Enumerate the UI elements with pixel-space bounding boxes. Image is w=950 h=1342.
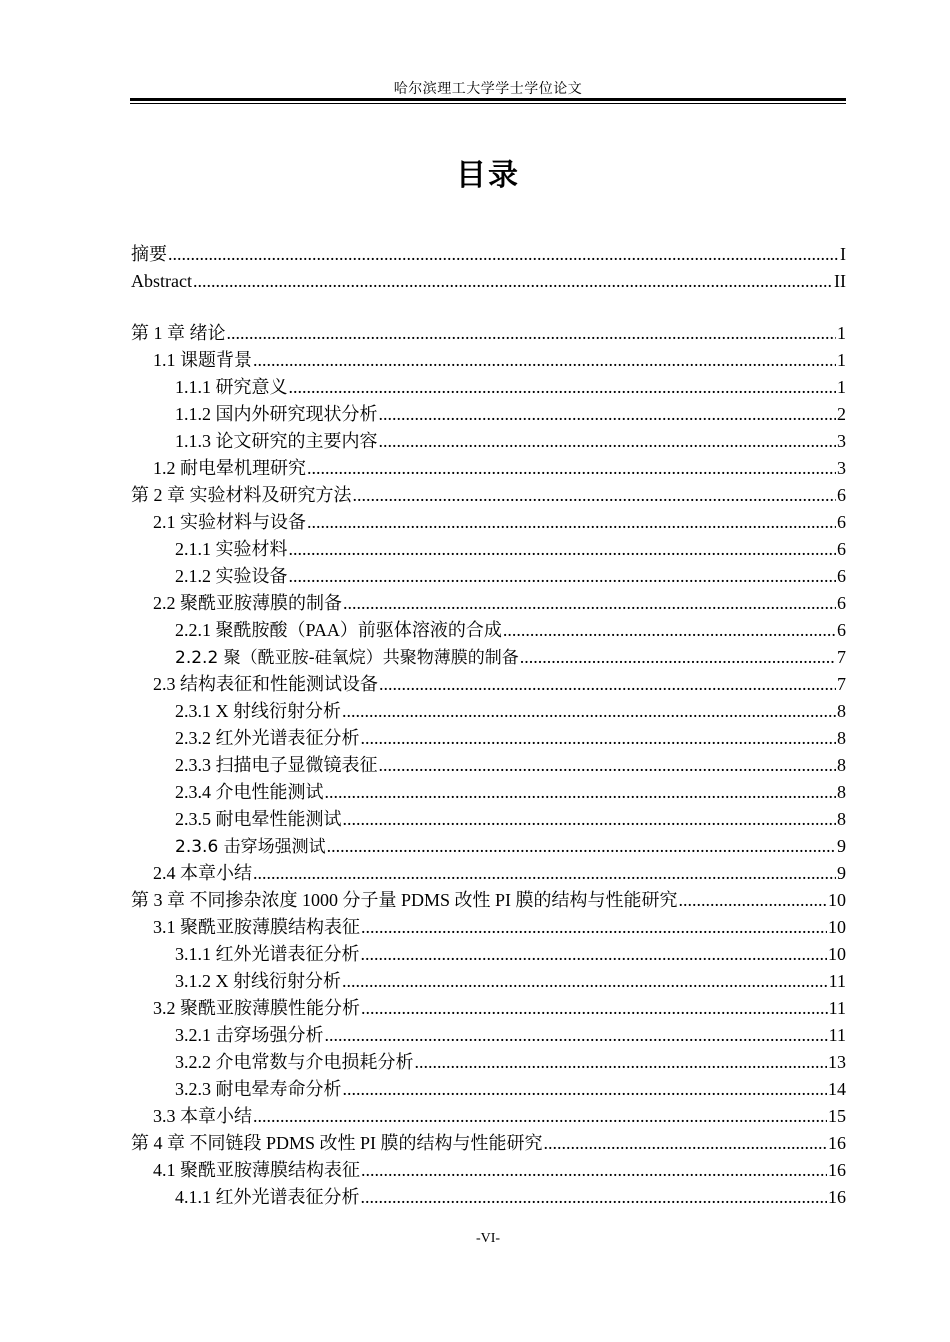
- toc-entry-page: 9: [837, 836, 846, 856]
- toc-dot-leader: [253, 860, 836, 887]
- toc-entry-page: 2: [837, 404, 846, 424]
- toc-entry[interactable]: [131, 725, 846, 752]
- toc-entry-title: 2.3 结构表征和性能测试设备: [153, 674, 378, 694]
- toc-entry[interactable]: [131, 1022, 846, 1049]
- toc-entry-page: 15: [828, 1106, 846, 1126]
- toc-entry-title: 2.1 实验材料与设备: [153, 512, 306, 532]
- toc-entry[interactable]: [131, 1103, 846, 1130]
- toc-entry-title: 第 2 章 实验材料及研究方法: [131, 485, 352, 505]
- toc-entry-title: 3.1 聚酰亚胺薄膜结构表征: [153, 917, 360, 937]
- toc-entry[interactable]: [131, 1130, 846, 1157]
- toc-entry[interactable]: [131, 617, 846, 644]
- toc-entry-page: II: [834, 271, 846, 291]
- toc-entry-page: 11: [828, 1025, 846, 1045]
- toc-entry-title: 4.1 聚酰亚胺薄膜结构表征: [153, 1160, 360, 1180]
- header-rule-thin: [130, 103, 846, 104]
- toc-dot-leader: [342, 698, 836, 725]
- toc-entry[interactable]: [131, 268, 846, 295]
- toc-entry[interactable]: [131, 374, 846, 401]
- toc-entry[interactable]: [131, 1049, 846, 1076]
- toc-entry-title: 1.1 课题背景: [153, 350, 252, 370]
- toc-entry-title: 1.1.1 研究意义: [175, 377, 288, 397]
- toc-entry-title: 2.3.5 耐电晕性能测试: [175, 809, 342, 829]
- toc-entry-title: 2.1.1 实验材料: [175, 539, 288, 559]
- toc-entry-title: 2.2.2 聚（酰亚胺-硅氧烷）共聚物薄膜的制备: [175, 648, 519, 668]
- toc-entry[interactable]: [131, 401, 846, 428]
- toc-entry[interactable]: [131, 347, 846, 374]
- toc-entry-page: 6: [837, 566, 846, 586]
- toc-entry-page: 7: [837, 647, 846, 667]
- toc-entry[interactable]: [131, 509, 846, 536]
- toc-entry[interactable]: [131, 833, 846, 860]
- toc-entry-page: I: [840, 244, 846, 264]
- toc-dot-leader: [379, 671, 836, 698]
- toc-entry-page: 6: [837, 620, 846, 640]
- toc-entry-title: 2.3.1 X 射线衍射分析: [175, 701, 341, 721]
- toc-entry[interactable]: [131, 241, 846, 268]
- toc-entry[interactable]: [131, 563, 846, 590]
- toc-dot-leader: [307, 455, 836, 482]
- toc-entry-title: 3.3 本章小结: [153, 1106, 252, 1126]
- toc-dot-leader: [253, 1103, 827, 1130]
- toc-entry[interactable]: [131, 941, 846, 968]
- toc-entry-page: 13: [828, 1052, 846, 1072]
- toc-dot-leader: [361, 725, 837, 752]
- toc-dot-leader: [307, 509, 836, 536]
- toc-entry[interactable]: [131, 671, 846, 698]
- toc-entry[interactable]: [131, 590, 846, 617]
- toc-dot-leader: [361, 995, 828, 1022]
- toc-entry[interactable]: [131, 752, 846, 779]
- toc-entry-title: 3.2.3 耐电晕寿命分析: [175, 1079, 342, 1099]
- toc-entry[interactable]: [131, 860, 846, 887]
- toc-entry[interactable]: [131, 1076, 846, 1103]
- toc-entry-title: 第 3 章 不同掺杂浓度 1000 分子量 PDMS 改性 PI 膜的结构与性能研究: [131, 890, 678, 910]
- running-header: 哈尔滨理工大学学士学位论文: [393, 82, 583, 97]
- toc-dot-leader: [168, 241, 839, 268]
- toc-entry[interactable]: [131, 698, 846, 725]
- toc-entry[interactable]: [131, 806, 846, 833]
- toc-entry-page: 14: [828, 1079, 846, 1099]
- toc-entry-title: 3.2 聚酰亚胺薄膜性能分析: [153, 998, 360, 1018]
- toc-dot-leader: [289, 563, 837, 590]
- toc-dot-leader: [343, 806, 837, 833]
- toc-entry-page: 10: [828, 917, 846, 937]
- toc-entry[interactable]: [131, 320, 846, 347]
- toc-entry-page: 8: [837, 809, 846, 829]
- toc-entry-page: 16: [828, 1187, 846, 1207]
- toc-entry-title: 2.1.2 实验设备: [175, 566, 288, 586]
- page-number: -VI-: [475, 1231, 501, 1246]
- toc-dot-leader: [361, 941, 828, 968]
- toc-entry[interactable]: [131, 995, 846, 1022]
- toc-dot-leader: [361, 1184, 828, 1211]
- toc-entry-page: 6: [837, 485, 846, 505]
- toc-entry[interactable]: [131, 1184, 846, 1211]
- toc-entry-page: 11: [828, 971, 846, 991]
- toc-dot-leader: [379, 752, 837, 779]
- toc-entry-title: 第 1 章 绪论: [131, 323, 226, 343]
- toc-entry-title: 2.3.6 击穿场强测试: [175, 837, 326, 857]
- toc-entry[interactable]: [131, 482, 846, 509]
- toc-entry-page: 3: [837, 458, 846, 478]
- toc-dot-leader: [415, 1049, 828, 1076]
- toc-entry-title: 2.3.4 介电性能测试: [175, 782, 324, 802]
- toc-entry-title: 1.1.2 国内外研究现状分析: [175, 404, 378, 424]
- toc-entry-page: 8: [837, 701, 846, 721]
- toc-entry-title: 1.2 耐电晕机理研究: [153, 458, 306, 478]
- toc-entry-title: 2.3.3 扫描电子显微镜表征: [175, 755, 378, 775]
- toc-entry[interactable]: [131, 779, 846, 806]
- toc-entry[interactable]: [131, 914, 846, 941]
- toc-entry-page: 6: [837, 593, 846, 613]
- toc-entry-page: 11: [828, 998, 846, 1018]
- toc-entry-page: 1: [837, 350, 846, 370]
- toc-dot-leader: [503, 617, 836, 644]
- toc-dot-leader: [343, 1076, 828, 1103]
- toc-dot-leader: [227, 320, 837, 347]
- toc-entry-title: 2.2 聚酰亚胺薄膜的制备: [153, 593, 342, 613]
- toc-entry[interactable]: [131, 644, 846, 671]
- toc-dot-leader: [361, 1157, 827, 1184]
- toc-dot-leader: [544, 1130, 827, 1157]
- toc-entry-title: 1.1.3 论文研究的主要内容: [175, 431, 378, 451]
- toc-entry-page: 6: [837, 539, 846, 559]
- toc-entry-title: 2.4 本章小结: [153, 863, 252, 883]
- toc-entry-title: Abstract: [131, 271, 192, 291]
- toc-entry-page: 10: [828, 944, 846, 964]
- toc-entry-title: 2.2.1 聚酰胺酸（PAA）前驱体溶液的合成: [175, 620, 502, 640]
- toc-entry-page: 7: [837, 674, 846, 694]
- toc-entry-title: 3.2.1 击穿场强分析: [175, 1025, 324, 1045]
- toc-dot-leader: [379, 401, 837, 428]
- toc-entry-page: 3: [837, 431, 846, 451]
- toc-entry-page: 8: [837, 782, 846, 802]
- toc-entry-page: 9: [837, 863, 846, 883]
- toc-entry[interactable]: [131, 536, 846, 563]
- toc-entry-page: 8: [837, 728, 846, 748]
- toc-entry-page: 1: [837, 377, 846, 397]
- toc-dot-leader: [325, 1022, 828, 1049]
- toc-dot-leader: [342, 968, 828, 995]
- toc-entry-title: 2.3.2 红外光谱表征分析: [175, 728, 360, 748]
- toc-dot-leader: [289, 536, 837, 563]
- toc-entry[interactable]: [131, 887, 846, 914]
- toc-dot-leader: [343, 590, 836, 617]
- toc-dot-leader: [327, 833, 836, 860]
- toc-dot-leader: [379, 428, 837, 455]
- toc-dot-leader: [289, 374, 837, 401]
- toc-entry-page: 8: [837, 755, 846, 775]
- toc-entry-page: 1: [837, 323, 846, 343]
- toc-dot-leader: [353, 482, 837, 509]
- toc-entry[interactable]: [131, 428, 846, 455]
- toc-entry[interactable]: [131, 455, 846, 482]
- toc-entry-title: 3.1.2 X 射线衍射分析: [175, 971, 341, 991]
- toc-entry-page: 10: [828, 890, 846, 910]
- table-of-contents: [131, 241, 846, 1211]
- toc-entry-page: 16: [828, 1133, 846, 1153]
- toc-entry-title: 4.1.1 红外光谱表征分析: [175, 1187, 360, 1207]
- toc-dot-leader: [361, 914, 827, 941]
- toc-entry-title: 摘要: [131, 244, 167, 264]
- toc-dot-leader: [520, 644, 836, 671]
- toc-entry[interactable]: [131, 1157, 846, 1184]
- toc-entry-title: 第 4 章 不同链段 PDMS 改性 PI 膜的结构与性能研究: [131, 1133, 543, 1153]
- toc-entry-page: 6: [837, 512, 846, 532]
- toc-dot-leader: [679, 887, 827, 914]
- toc-dot-leader: [193, 268, 833, 295]
- toc-dot-leader: [253, 347, 836, 374]
- toc-entry[interactable]: [131, 968, 846, 995]
- toc-title: 目录: [456, 158, 520, 193]
- toc-entry-title: 3.2.2 介电常数与介电损耗分析: [175, 1052, 414, 1072]
- toc-entry-page: 16: [828, 1160, 846, 1180]
- toc-dot-leader: [325, 779, 837, 806]
- toc-entry-title: 3.1.1 红外光谱表征分析: [175, 944, 360, 964]
- header-rule-thick: [130, 98, 846, 101]
